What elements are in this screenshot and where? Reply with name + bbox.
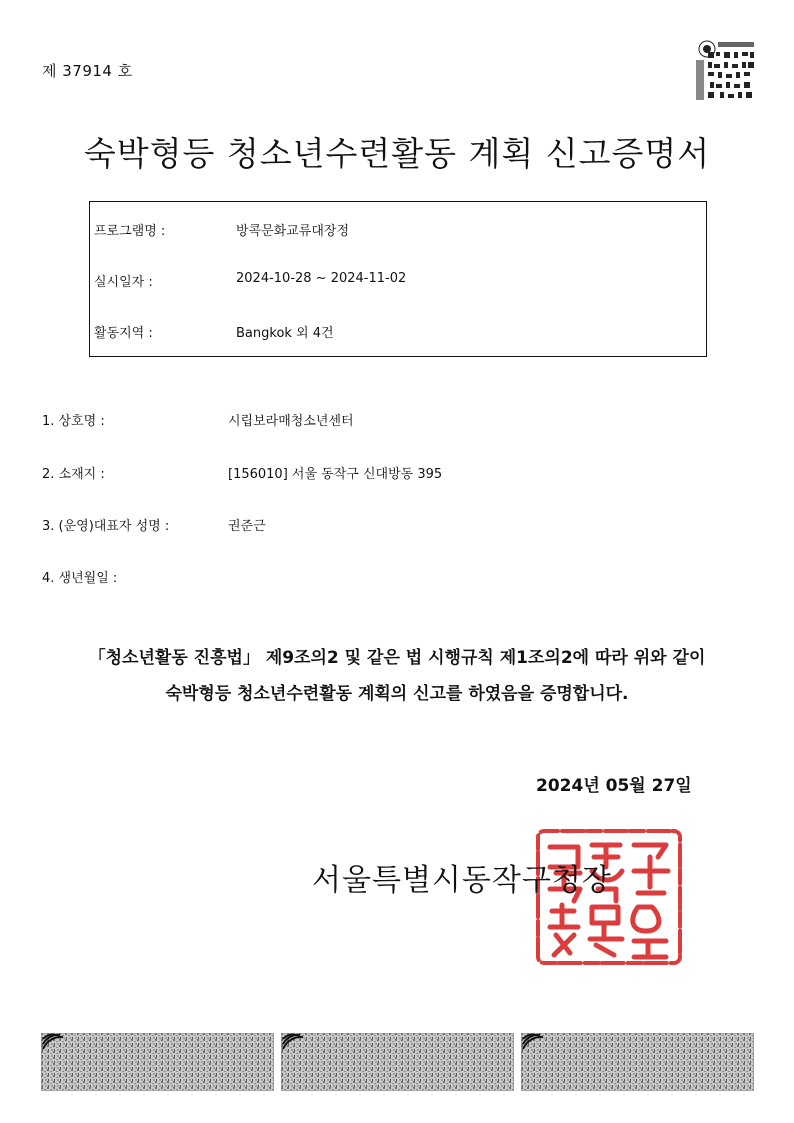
address-value: [156010] 서울 동작구 신대방동 395 [228, 467, 443, 482]
program-name-value: 방콕문화교류대장정 [236, 224, 350, 239]
business-name-value: 시립보라매청소년센터 [228, 414, 354, 429]
document-title: 숙박형등 청소년수련활동 계획 신고증명서 [83, 134, 711, 173]
document-number: 제 37914 호 [42, 62, 133, 80]
representative-value: 권준근 [228, 519, 266, 534]
birthdate-label: 4. 생년월일 : [42, 571, 118, 586]
business-name-label: 1. 상호명 : [42, 414, 105, 429]
statement-line-1: 「청소년활동 진흥법」 제9조의2 및 같은 법 시행규칙 제1조의2에 따라 위와 같이 [88, 648, 706, 668]
dates-value: 2024-10-28 ~ 2024-11-02 [236, 271, 407, 286]
security-pattern-1 [41, 1033, 274, 1091]
program-name-row [90, 202, 706, 253]
program-info-box [89, 201, 707, 357]
security-pattern-3 [521, 1033, 754, 1091]
dates-label: 실시일자 : [94, 275, 153, 290]
certification-statement [0, 640, 794, 712]
address-label: 2. 소재지 : [42, 467, 105, 482]
region-row [90, 304, 706, 355]
qr-code-icon [694, 40, 756, 102]
program-name-label: 프로그램명 : [94, 224, 166, 239]
statement-line-2: 숙박형등 청소년수련활동 계획의 신고를 하였음을 증명합니다. [165, 684, 629, 704]
issuer-name: 서울특별시동작구청장 [312, 863, 612, 898]
region-value: Bangkok 외 4건 [236, 326, 334, 341]
region-label: 활동지역 : [94, 326, 153, 341]
issue-date: 2024년 05월 27일 [536, 776, 692, 796]
security-pattern-2 [281, 1033, 514, 1091]
dates-row [90, 253, 706, 304]
representative-label: 3. (운영)대표자 성명 : [42, 519, 170, 534]
